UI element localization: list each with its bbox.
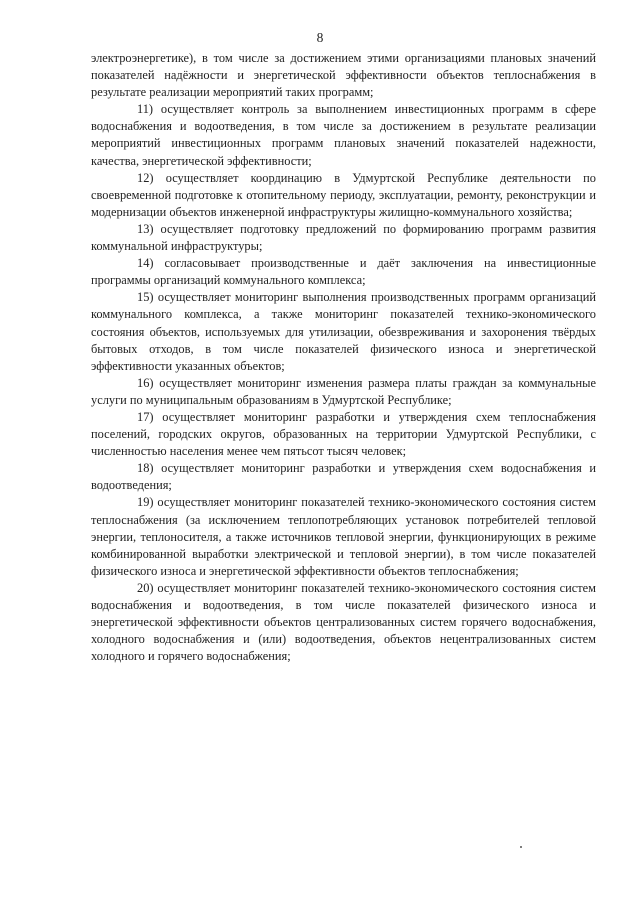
paragraph-item-12: 12) осуществляет координацию в Удмуртской Республике деятельности по своевременной подготовке к отопительному периоду, эксплуатации, ремонту, реконструкции и модернизации объектов инженерной инфраструктуры жилищно-коммунального хозяйства; xyxy=(91,170,596,219)
document-body xyxy=(91,50,596,665)
paragraph-item-17: 17) осуществляет мониторинг разработки и утверждения схем теплоснабжения поселений, городских округов, образованных на территории Удмуртской Республики, с численностью населения менее чем пятьсот тысяч человек; xyxy=(91,409,596,459)
paragraph-item-13: 13) осуществляет подготовку предложений по формированию программ развития коммунальной инфраструктуры; xyxy=(91,221,596,254)
paragraph-item-20: 20) осуществляет мониторинг показателей технико-экономического состояния систем водоснабжения и водоотведения, в том числе показателей физического износа и энергетической эффективности объектов централизованных систем горячего водоснабжения, холодного водоснабжения и (или) водоотведения, объектов нецентрализованных систем холодного и горячего водоснабжения; xyxy=(91,580,596,664)
paragraph-continuation: электроэнергетике), в том числе за достижением этими организациями плановых значений показателей надёжности и энергетической эффективности объектов теплоснабжения в результате реализации мероприятий таких программ; xyxy=(91,51,596,100)
paragraph-item-19: 19) осуществляет мониторинг показателей технико-экономического состояния систем теплоснабжения (за исключением теплопотребляющих установок потребителей тепловой энергии, теплоносителя, а также источников тепловой энергии, функционирующих в режиме комбинированной выработки электрической и тепловой энергии), в том числе показателей физического износа и энергетической эффективности объектов теплоснабжения; xyxy=(91,495,596,578)
paragraph-item-11: 11) осуществляет контроль за выполнением инвестиционных программ в сфере водоснабжения и водоотведения, в том числе за достижением в результате реализации мероприятий инвестиционных программ плановых значений показателей надежности, качества, энергетической эффективности; xyxy=(91,102,596,168)
paragraph-item-16: 16) осуществляет мониторинг изменения размера платы граждан за коммунальные услуги по муниципальным образованиям в Удмуртской Республике; xyxy=(91,375,596,407)
paragraph-item-18: 18) осуществляет мониторинг разработки и утверждения схем водоснабжения и водоотведения; xyxy=(91,461,596,493)
paragraph-item-14: 14) согласовывает производственные и даёт заключения на инвестиционные программы организаций коммунального комплекса; xyxy=(91,256,596,288)
paragraph-item-15: 15) осуществляет мониторинг выполнения производственных программ организаций коммунального комплекса, а также мониторинг показателей технико-экономического состояния объектов, используемых для утилизации, обезвреживания и захоронения твёрдых бытовых отходов, в том числе показателей физического износа и энергетической эффективности указанных объектов; xyxy=(91,290,596,373)
scan-speck xyxy=(520,846,522,848)
page-number: 8 xyxy=(316,30,324,45)
